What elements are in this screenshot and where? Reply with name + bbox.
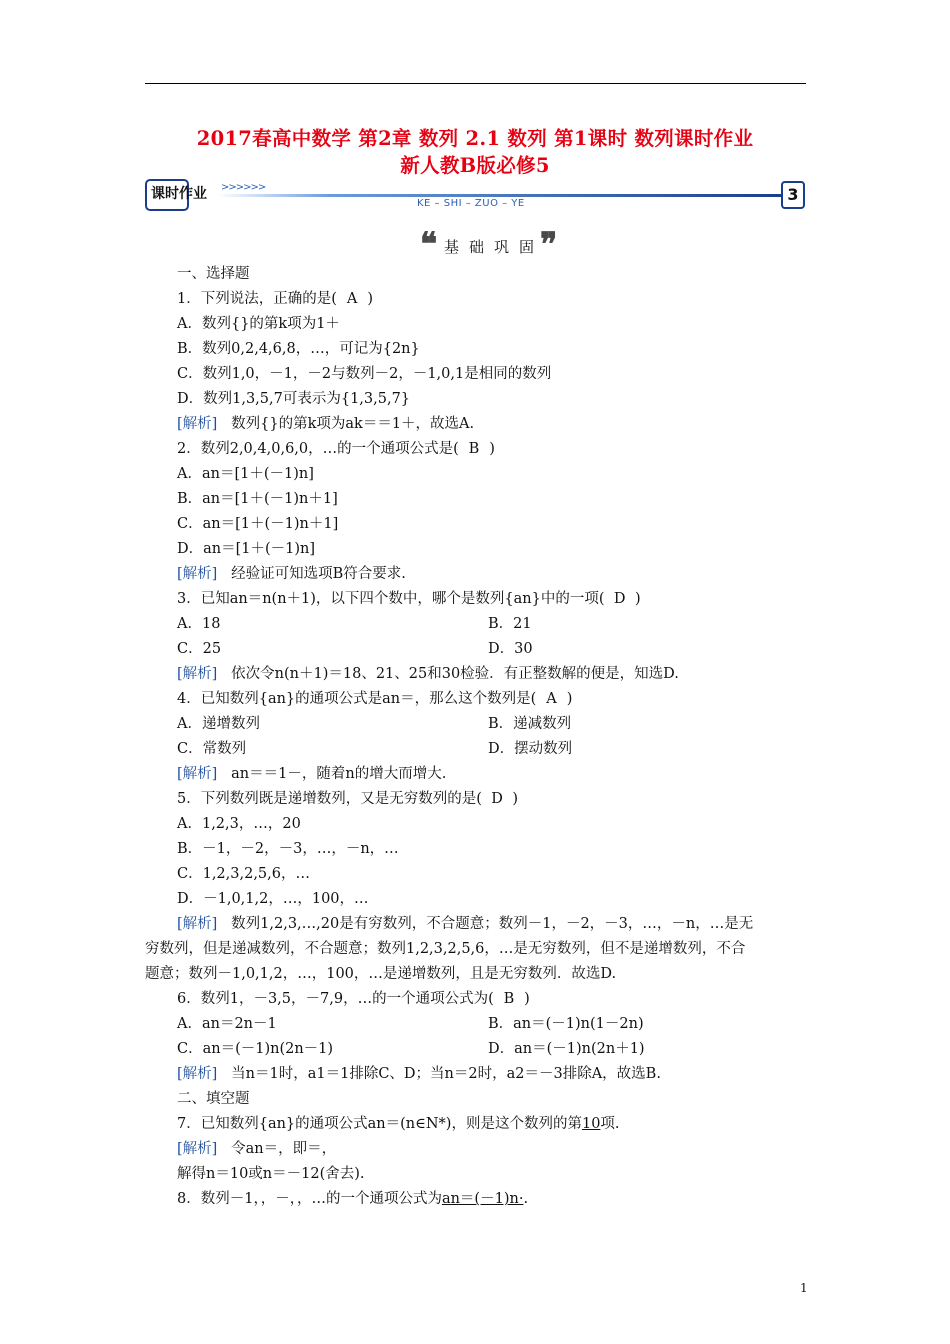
- analysis-text: 令an＝，即＝，: [231, 1141, 337, 1157]
- stem-close: ): [634, 591, 641, 607]
- stem-close: ): [367, 291, 373, 307]
- option-c: C．1,2,3,2,5,6，…: [177, 866, 310, 882]
- answer-letter: D: [613, 591, 626, 607]
- stem-close: .: [523, 1191, 529, 1207]
- answer-letter: A: [546, 691, 557, 707]
- analysis-line: [177, 764, 446, 784]
- question-stem: [177, 989, 530, 1009]
- option-d: D．数列1,3,5,7可表示为{1,3,5,7}: [177, 391, 411, 407]
- open-quote-icon: ❝: [420, 225, 438, 263]
- answer-letter: D: [491, 791, 503, 807]
- fill-blank: 10: [581, 1116, 601, 1132]
- fill-blank: an＝(－1)n·: [441, 1191, 524, 1207]
- analysis-label: [解析]: [177, 1141, 218, 1157]
- part-heading: 二、填空题: [177, 1091, 250, 1107]
- analysis-text: 数列1,2,3,…,20是有穷数列，不合题意；数列－1，－2，－3，…，－n，…是无: [231, 916, 754, 932]
- question-stem: [177, 689, 572, 709]
- option-a: A．an＝2n－1: [177, 1016, 277, 1032]
- banner-pinyin: KE – SHI – ZUO – YE: [417, 198, 525, 209]
- analysis-line: [177, 664, 679, 684]
- analysis-line: [177, 914, 753, 934]
- header-rule: [145, 83, 806, 84]
- analysis-continuation: 题意；数列－1,0,1,2，…，100，…是递增数列，且是无穷数列．故选D.: [145, 966, 617, 982]
- close-quote-icon: ❞: [540, 225, 558, 263]
- stem-text: 2．数列2,0,4,0,6,0，…的一个通项公式是(: [177, 441, 459, 457]
- solution-line: 解得n＝10或n＝－12(舍去).: [177, 1166, 365, 1182]
- option-c: C．数列1,0，－1，－2与数列－2，－1,0,1是相同的数列: [177, 366, 552, 382]
- option-a: A．18: [177, 616, 221, 632]
- analysis-label: [解析]: [177, 666, 218, 682]
- stem-close: ): [489, 441, 495, 457]
- option-a: A．数列{}的第k项为1＋: [177, 316, 340, 332]
- section-title: 基础巩固: [444, 238, 545, 256]
- analysis-label: [解析]: [177, 916, 218, 932]
- banner-number: 3: [781, 181, 805, 209]
- analysis-label: [解析]: [177, 566, 218, 582]
- question-stem: [177, 789, 518, 809]
- document-title-line1: 2017春高中数学 第2章 数列 2.1 数列 第1课时 数列课时作业: [196, 127, 754, 150]
- option-d: D．－1,0,1,2，…，100，…: [177, 891, 369, 907]
- analysis-line: [177, 414, 474, 434]
- option-b: B．an＝(－1)n(1－2n): [488, 1016, 644, 1032]
- question-stem: [177, 1189, 528, 1209]
- analysis-text: 依次令n(n＋1)＝18、21、25和30检验．有正整数解的便是，知选D.: [231, 666, 679, 682]
- analysis-text: 当n＝1时，a1＝1排除C、D；当n＝2时，a2＝－3排除A，故选B.: [231, 1066, 661, 1082]
- option-c: C．常数列: [177, 741, 247, 757]
- answer-letter: A: [346, 291, 358, 307]
- part-heading: 一、选择题: [177, 266, 250, 282]
- stem-text: 4．已知数列{an}的通项公式是an＝，那么这个数列是(: [177, 691, 537, 707]
- page-number: 1: [800, 1281, 808, 1295]
- analysis-label: [解析]: [177, 1066, 218, 1082]
- analysis-line: [177, 1139, 336, 1159]
- option-b: B．－1，－2，－3，…，－n，…: [177, 841, 399, 857]
- stem-text: 1．下列说法，正确的是(: [177, 291, 337, 307]
- stem-close: 项.: [600, 1116, 620, 1132]
- analysis-continuation: 穷数列，但是递减数列，不合题意；数列1,2,3,2,5,6，…是无穷数列，但不是递增数列，不合: [145, 941, 746, 957]
- option-d: D．an＝(－1)n(2n＋1): [488, 1041, 645, 1057]
- analysis-text: 数列{}的第k项为ak＝＝1＋，故选A.: [231, 416, 475, 432]
- option-d: D．an＝[1＋(－1)n]: [177, 541, 316, 557]
- stem-close: ): [566, 691, 573, 707]
- question-stem: [177, 289, 373, 309]
- analysis-text: an＝＝1－，随着n的增大而增大.: [231, 766, 447, 782]
- stem-close: ): [512, 791, 518, 807]
- option-d: D．摆动数列: [488, 741, 573, 757]
- option-b: B．21: [488, 616, 532, 632]
- option-b: B．递减数列: [488, 716, 572, 732]
- option-a: A．an＝[1＋(－1)n]: [177, 466, 314, 482]
- option-c: C．25: [177, 641, 222, 657]
- stem-text: 5．下列数列既是递增数列，又是无穷数列的是(: [177, 791, 482, 807]
- banner-line: [217, 194, 782, 197]
- question-stem: [177, 589, 641, 609]
- stem-text: 8．数列－1，，－，，…的一个通项公式为: [177, 1191, 442, 1207]
- analysis-line: [177, 564, 406, 584]
- stem-text: 6．数列1，－3,5，－7,9，…的一个通项公式为(: [177, 991, 494, 1007]
- option-b: B．an＝[1＋(－1)n＋1]: [177, 491, 338, 507]
- banner-label: 课时作业: [151, 186, 207, 202]
- stem-text: 3．已知an＝n(n＋1)，以下四个数中，哪个是数列{an}中的一项(: [177, 591, 605, 607]
- analysis-label: [解析]: [177, 766, 218, 782]
- option-a: A．递增数列: [177, 716, 260, 732]
- question-stem: [177, 439, 495, 459]
- option-a: A．1,2,3，…，20: [177, 816, 301, 832]
- stem-text: 7．已知数列{an}的通项公式an＝(n∈N*)，则是这个数列的第: [177, 1116, 582, 1132]
- stem-close: ): [524, 991, 530, 1007]
- banner-arrows: >>>>>>: [221, 182, 266, 193]
- option-c: C．an＝[1＋(－1)n＋1]: [177, 516, 339, 532]
- answer-letter: B: [503, 991, 515, 1007]
- option-c: C．an＝(－1)n(2n－1): [177, 1041, 334, 1057]
- option-b: B．数列0,2,4,6,8，…，可记为{2n}: [177, 341, 420, 357]
- analysis-text: 经验证可知选项B符合要求.: [231, 566, 406, 582]
- option-d: D．30: [488, 641, 533, 657]
- homework-banner: [145, 179, 806, 211]
- question-stem: [177, 1114, 620, 1134]
- document-title-line2: 新人教B版必修5: [400, 154, 550, 177]
- answer-letter: B: [468, 441, 480, 457]
- analysis-label: [解析]: [177, 416, 218, 432]
- analysis-line: [177, 1064, 661, 1084]
